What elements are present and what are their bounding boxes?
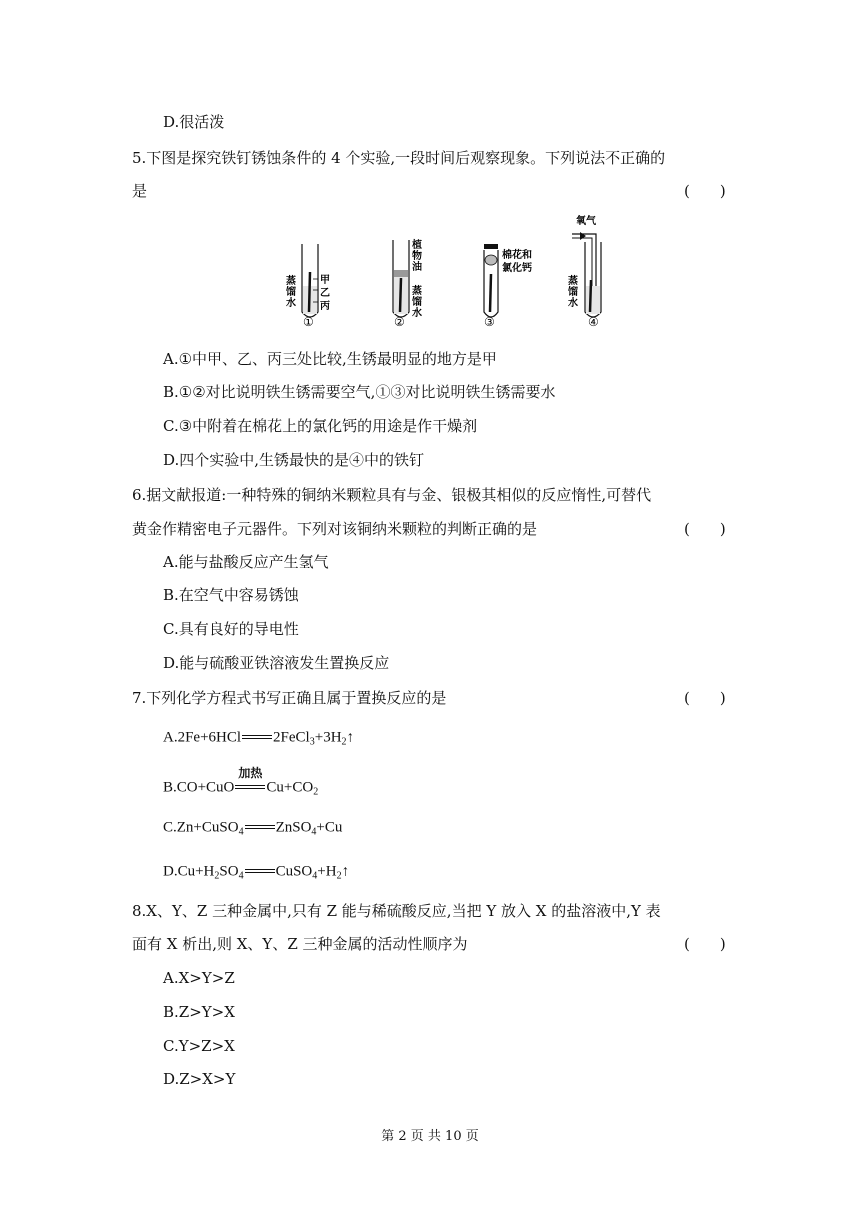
q6-option-c: C.具有良好的导电性 [163, 620, 299, 638]
vertical-label-char: 馏 [286, 287, 296, 298]
q6-answer-paren: ( ) [684, 520, 726, 538]
q8-option-c: C.Y>Z>X [163, 1037, 235, 1055]
q6-option-b: B.在空气中容易锈蚀 [163, 586, 299, 604]
reaction-condition: 加热 [238, 766, 263, 780]
q7-option-b: B.CO+CuO 加热 $Cu+CO_2$ [163, 766, 319, 798]
q7-stem: 7.下列化学方程式书写正确且属于置换反应的是 [132, 689, 447, 707]
q5-option-a: A.①中甲、乙、丙三处比较,生锈最明显的地方是甲 [163, 350, 497, 368]
tube2-water-label [412, 284, 422, 319]
q5-stem-line2: 是 [132, 182, 148, 200]
q6-stem-line2: 黄金作精密电子元器件。下列对该铜纳米颗粒的判断正确的是 [132, 520, 538, 538]
tube4-number: ④ [588, 315, 599, 329]
tube3-cacl-label: 氯化钙 [502, 263, 532, 274]
vertical-label-char: 蒸 [412, 286, 422, 297]
tube1-label-yi: 乙 [320, 288, 330, 299]
equals-sign [244, 862, 276, 882]
q5-option-d: D.四个实验中,生锈最快的是④中的铁钉 [163, 451, 425, 469]
tube-1 [286, 244, 330, 329]
vertical-label-char: 水 [286, 298, 296, 309]
q6-option-a: A.能与盐酸反应产生氢气 [163, 553, 329, 571]
q8-stem-line1: 8.X、Y、Z 三种金属中,只有 Z 能与稀硫酸反应,当把 Y 放入 X 的盐溶液中,Y 表 [132, 902, 661, 920]
q8-stem-line2: 面有 X 析出,则 X、Y、Z 三种金属的活动性顺序为 [132, 935, 468, 953]
q8-option-d: D.Z>X>Y [163, 1070, 236, 1088]
tube1-water-label [286, 274, 296, 309]
q7-option-a: A.2Fe+6HCl $2FeCl_3+3H_2↑$ [163, 729, 355, 748]
tube1-label-bing: 丙 [320, 301, 330, 312]
vertical-label-char: 水 [412, 308, 422, 319]
q6-option-d: D.能与硫酸亚铁溶液发生置换反应 [163, 654, 390, 672]
q7-answer-paren: ( ) [684, 689, 726, 707]
q5-option-b: B.①②对比说明铁生锈需要空气,①③对比说明铁生锈需要水 [163, 383, 556, 401]
q7-option-c: C.Zn+CuSO$_4$ ZnSO$_4$+Cu [163, 819, 343, 838]
q5-experiment-figure [280, 212, 610, 332]
vertical-label-char: 馏 [412, 297, 422, 308]
q8-option-b: B.Z>Y>X [163, 1003, 235, 1021]
q8-answer-paren: ( ) [684, 935, 726, 953]
q7-option-d: $D.Cu+H_2SO_4$ $CuSO_4+H_2↑$ [163, 863, 350, 882]
q8-option-a: A.X>Y>Z [163, 969, 235, 987]
tube4-gas-label: 氧气 [576, 216, 596, 227]
vertical-label-char: 水 [568, 298, 578, 309]
tube2-oil-label [412, 238, 422, 273]
tube-3 [484, 244, 532, 329]
tube-2 [393, 238, 422, 329]
equals-sign [244, 818, 276, 838]
equals-sign [241, 728, 273, 748]
tube3-cotton-label: 棉花和 [502, 250, 532, 261]
q6-stem-line1: 6.据文献报道:一种特殊的铜纳米颗粒具有与金、银极其相似的反应惰性,可替代 [132, 486, 652, 504]
tube-4 [568, 214, 601, 329]
page-footer: 第 2 页 共 10 页 [381, 1129, 479, 1144]
vertical-label-char: 油 [412, 262, 422, 273]
tube1-label-jia: 甲 [320, 275, 330, 286]
tube2-number: ② [394, 315, 405, 329]
vertical-label-char: 物 [412, 251, 422, 262]
q5-option-c: C.③中附着在棉花上的氯化钙的用途是作干燥剂 [163, 417, 478, 435]
tube3-number: ③ [484, 315, 495, 329]
q5-answer-paren: ( ) [684, 182, 726, 200]
vertical-label-char: 蒸 [568, 276, 578, 287]
vertical-label-char: 馏 [568, 287, 578, 298]
q5-stem-line1: 5.下图是探究铁钉锈蚀条件的 4 个实验,一段时间后观察现象。下列说法不正确的 [132, 149, 666, 167]
tube1-number: ① [303, 315, 314, 329]
tube4-water-label [568, 274, 578, 309]
q4-option-d: D.很活泼 [163, 113, 225, 131]
equals-sign-with-condition [234, 766, 266, 798]
vertical-label-char: 植 [412, 240, 422, 251]
vertical-label-char: 蒸 [286, 276, 296, 287]
